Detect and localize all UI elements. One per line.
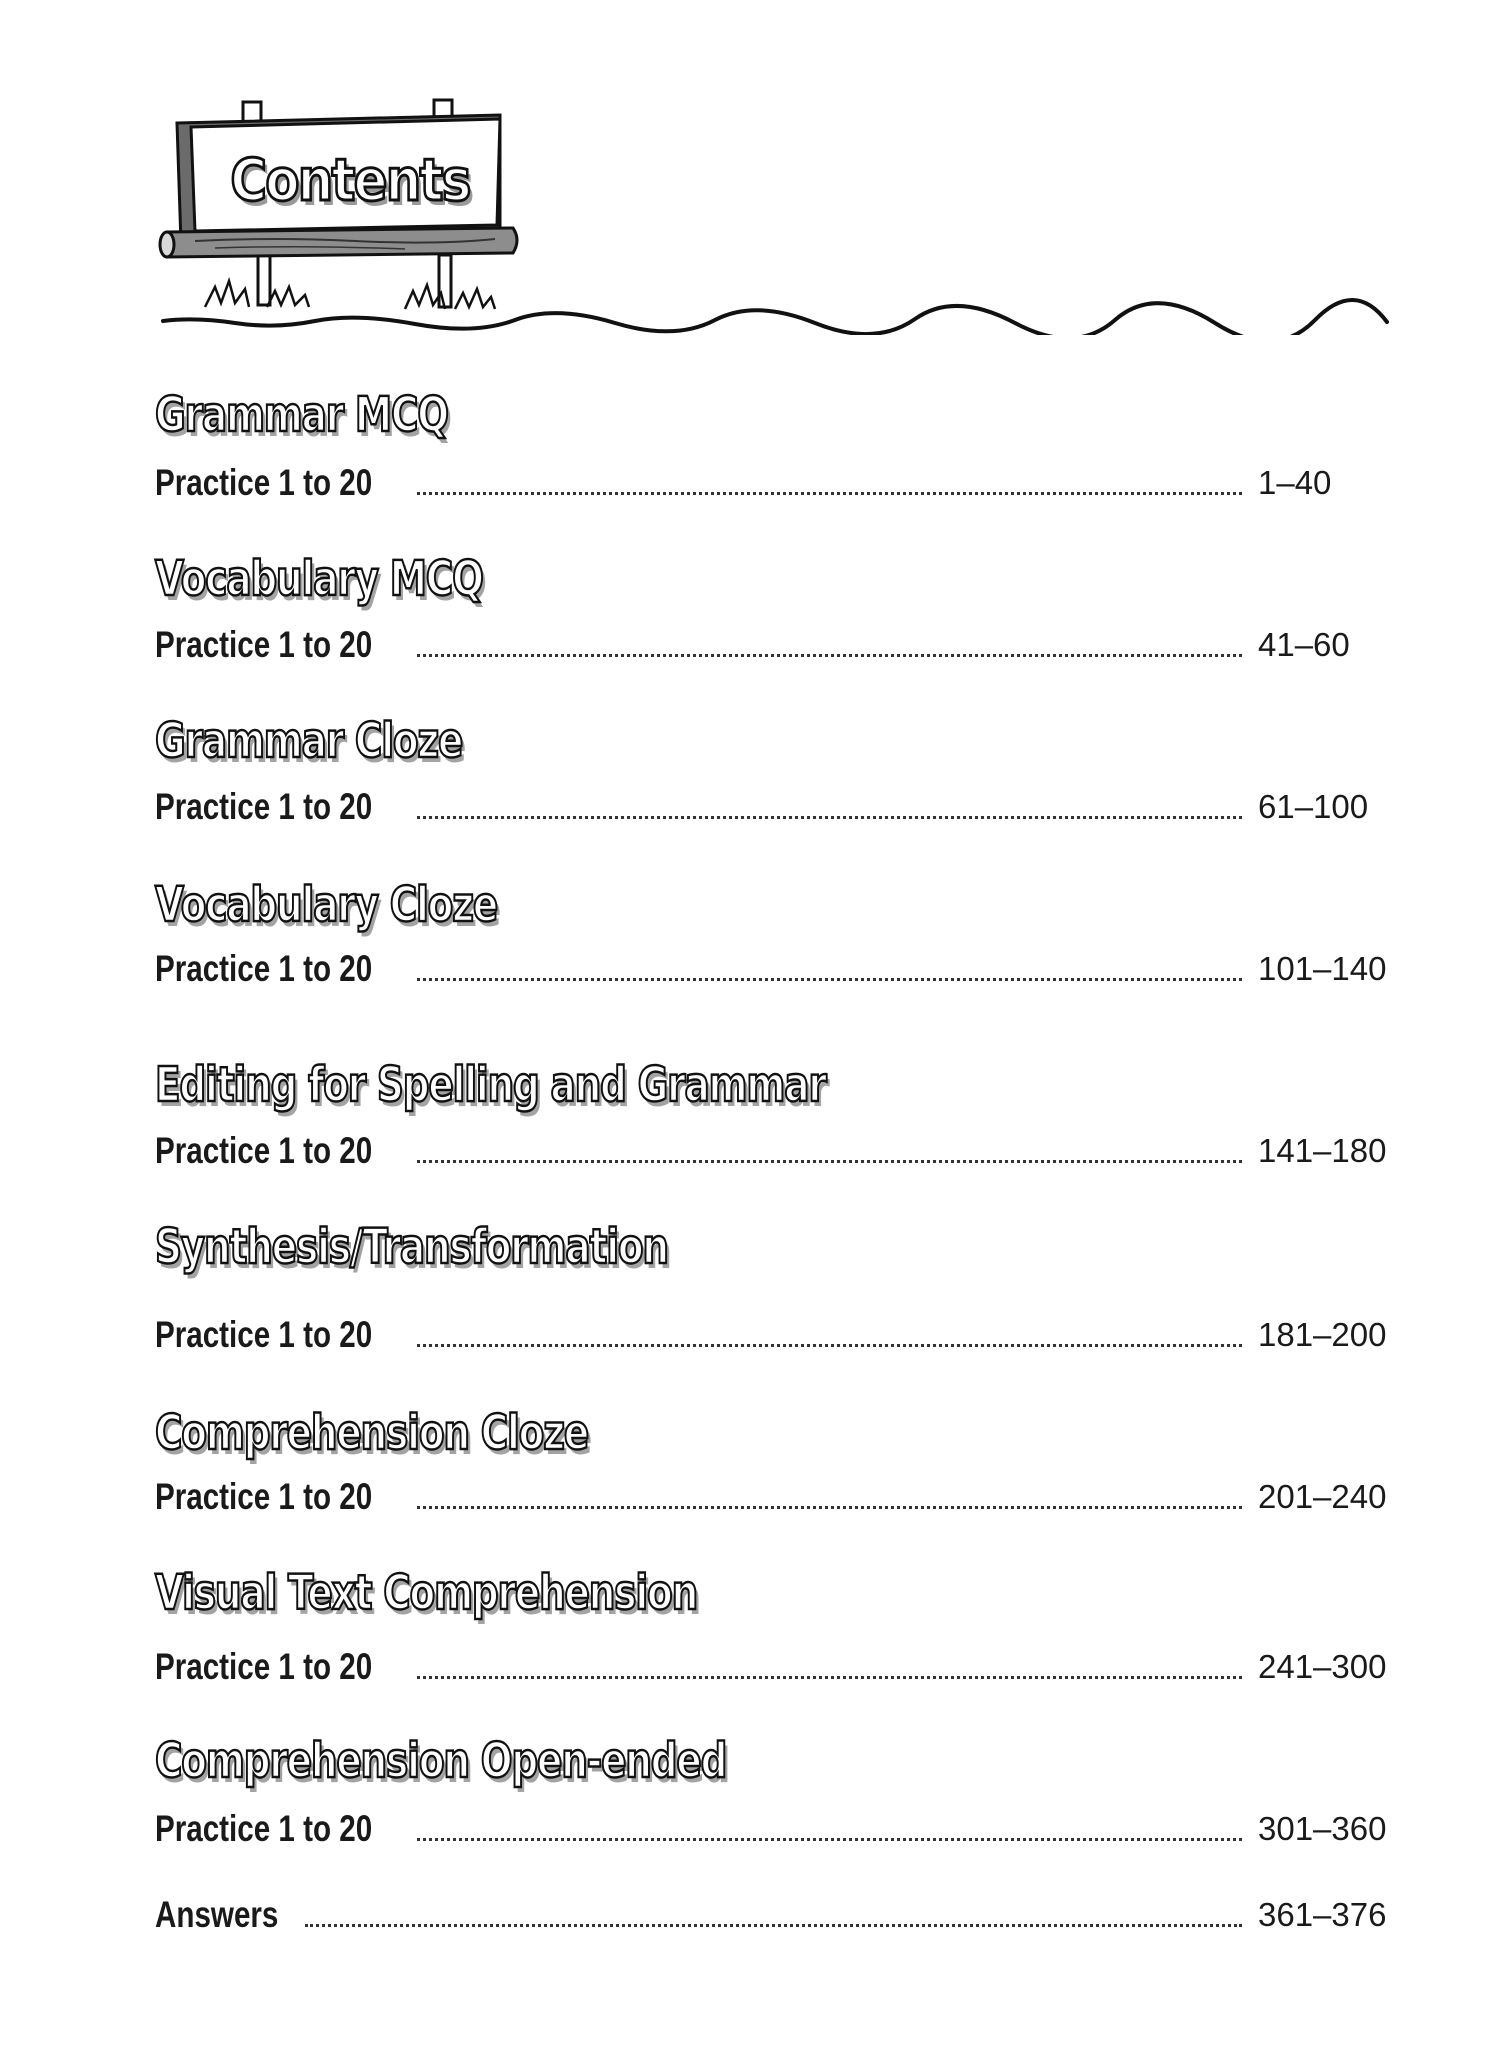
section-heading: Grammar MCQ — [155, 387, 448, 443]
dot-leader — [417, 816, 1242, 819]
dot-leader — [417, 978, 1242, 981]
section-heading: Synthesis/Transformation — [155, 1219, 668, 1275]
section-heading: Editing for Spelling and Grammar — [155, 1057, 826, 1113]
toc-entry — [155, 785, 1390, 829]
page-range: 361–376 — [1258, 1896, 1387, 1933]
section-heading: Vocabulary MCQ — [155, 551, 483, 607]
toc-entry — [155, 1475, 1390, 1519]
dot-leader — [417, 1160, 1242, 1163]
dot-leader — [305, 1924, 1242, 1927]
toc-entry — [155, 947, 1390, 991]
dot-leader — [417, 1676, 1242, 1679]
page-range: 41–60 — [1258, 626, 1350, 663]
page-range: 301–360 — [1258, 1810, 1387, 1847]
entry-label: Practice 1 to 20 — [155, 1646, 373, 1687]
page-range: 1–40 — [1258, 464, 1332, 501]
page-range: 241–300 — [1258, 1648, 1387, 1685]
page-range: 141–180 — [1258, 1132, 1387, 1169]
toc-entry — [155, 461, 1390, 505]
toc-entry — [155, 1807, 1390, 1851]
page-range: 181–200 — [1258, 1316, 1387, 1353]
entry-label: Practice 1 to 20 — [155, 786, 373, 827]
entry-label: Practice 1 to 20 — [155, 948, 373, 989]
entry-label: Practice 1 to 20 — [155, 624, 373, 665]
toc-entry — [155, 623, 1390, 667]
entry-label: Practice 1 to 20 — [155, 1808, 373, 1849]
dot-leader — [417, 1838, 1242, 1841]
dot-leader — [417, 1506, 1242, 1509]
toc-entry-answers — [155, 1893, 1390, 1937]
section-heading: Comprehension Cloze — [155, 1405, 589, 1461]
entry-label: Practice 1 to 20 — [155, 462, 373, 503]
page-range: 201–240 — [1258, 1478, 1387, 1515]
dot-leader — [417, 654, 1242, 657]
page-range: 101–140 — [1258, 950, 1387, 987]
toc-entry — [155, 1129, 1390, 1173]
entry-label: Practice 1 to 20 — [155, 1130, 373, 1171]
section-heading: Comprehension Open-ended — [155, 1733, 727, 1789]
section-heading: Vocabulary Cloze — [155, 877, 498, 933]
section-heading: Grammar Cloze — [155, 713, 463, 769]
dot-leader — [417, 492, 1242, 495]
section-heading: Visual Text Comprehension — [155, 1565, 698, 1621]
toc-entry — [155, 1645, 1390, 1689]
page-range: 61–100 — [1258, 788, 1369, 825]
answers-label: Answers — [155, 1894, 279, 1935]
toc-entry — [155, 1313, 1390, 1357]
dot-leader — [417, 1344, 1242, 1347]
entry-label: Practice 1 to 20 — [155, 1476, 373, 1517]
page-title: Contents — [230, 146, 470, 214]
entry-label: Practice 1 to 20 — [155, 1314, 373, 1355]
